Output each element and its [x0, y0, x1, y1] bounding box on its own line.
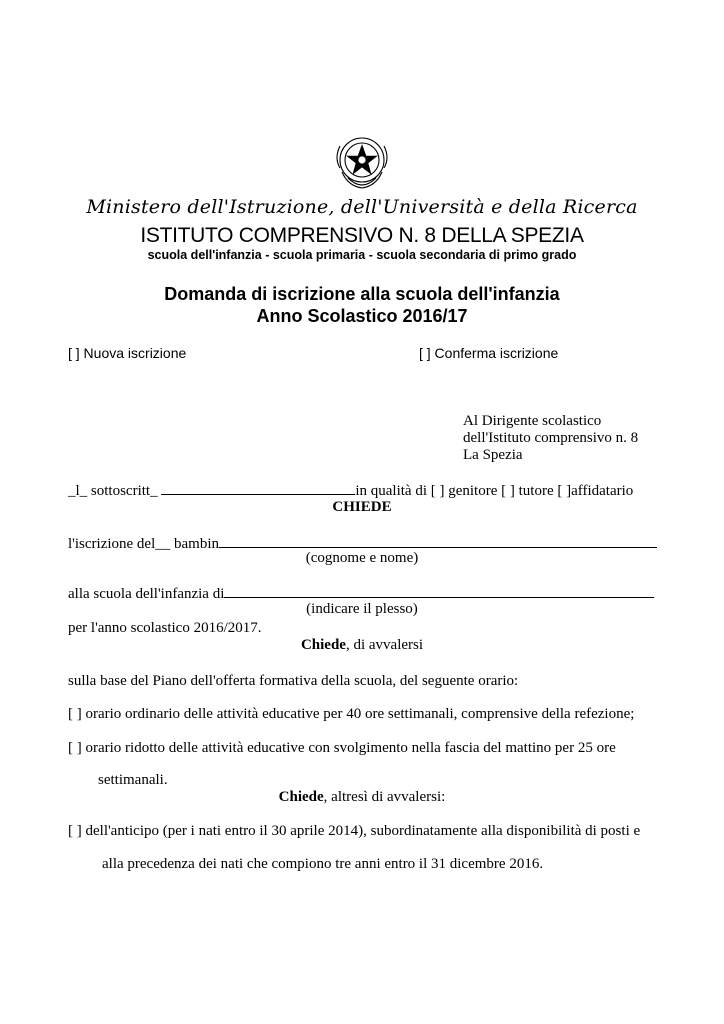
basis-line: sulla base del Piano dell'offerta formativa della scuola, del seguente orario:: [68, 673, 519, 689]
recipient-line-3: La Spezia: [463, 447, 523, 463]
new-enrollment-option[interactable]: [ ] Nuova iscrizione: [68, 345, 187, 361]
school-name: ISTITUTO COMPRENSIVO N. 8 DELLA SPEZIA: [140, 224, 584, 247]
school-plesso-field[interactable]: [224, 585, 654, 598]
anticipo-option[interactable]: [ ] dell'anticipo (per i nati entro il 30 aprile 2014), subordinatamente alla disponibilità di posti e: [68, 823, 641, 839]
reduced-schedule-option[interactable]: [ ] orario ridotto delle attività educative con svolgimento nella fascia del mattino per 25 ore: [68, 740, 616, 756]
chiede-heading: CHIEDE: [332, 499, 392, 515]
document-title: Domanda di iscrizione alla scuola dell'infanzia: [164, 284, 560, 304]
school-year-title: Anno Scolastico 2016/17: [256, 306, 468, 326]
school-prefix: alla scuola dell'infanzia di: [68, 586, 225, 602]
republic-emblem: [328, 128, 396, 196]
recipient-line-1: Al Dirigente scolastico: [463, 413, 602, 429]
recipient-line-2: dell'Istituto comprensivo n. 8: [463, 430, 639, 446]
chiede-avvalersi: Chiede, di avvalersi: [300, 637, 424, 653]
signer-row: [68, 482, 633, 500]
signer-prefix: _l_ sottoscritt_: [68, 483, 158, 499]
signer-name-field[interactable]: [161, 482, 355, 495]
child-name-field[interactable]: [219, 535, 657, 548]
anticipo-option-cont: alla precedenza dei nati che compiono tre anni entro il 31 dicembre 2016.: [102, 856, 544, 872]
child-prefix: l'iscrizione del__ bambin: [68, 536, 219, 552]
ordinary-schedule-option[interactable]: [ ] orario ordinario delle attività educative per 40 ore settimanali, comprensive della refezione;: [68, 706, 635, 722]
confirm-enrollment-option[interactable]: [ ] Conferma iscrizione: [419, 345, 559, 361]
school-plesso-hint: (indicare il plesso): [306, 601, 418, 617]
chiede-altresi: Chiede, altresì di avvalersi:: [278, 789, 446, 805]
child-name-hint: (cognome e nome): [305, 550, 419, 566]
ministry-heading: Ministero dell'Istruzione, dell'Università e della Ricerca: [86, 196, 638, 218]
school-year-line: per l'anno scolastico 2016/2017.: [68, 620, 262, 636]
reduced-schedule-option-cont: settimanali.: [98, 772, 168, 788]
school-levels: scuola dell'infanzia - scuola primaria - scuola secondaria di primo grado: [147, 248, 577, 262]
signer-role-options[interactable]: in qualità di [ ] genitore [ ] tutore [ ]affidatario: [355, 483, 634, 499]
